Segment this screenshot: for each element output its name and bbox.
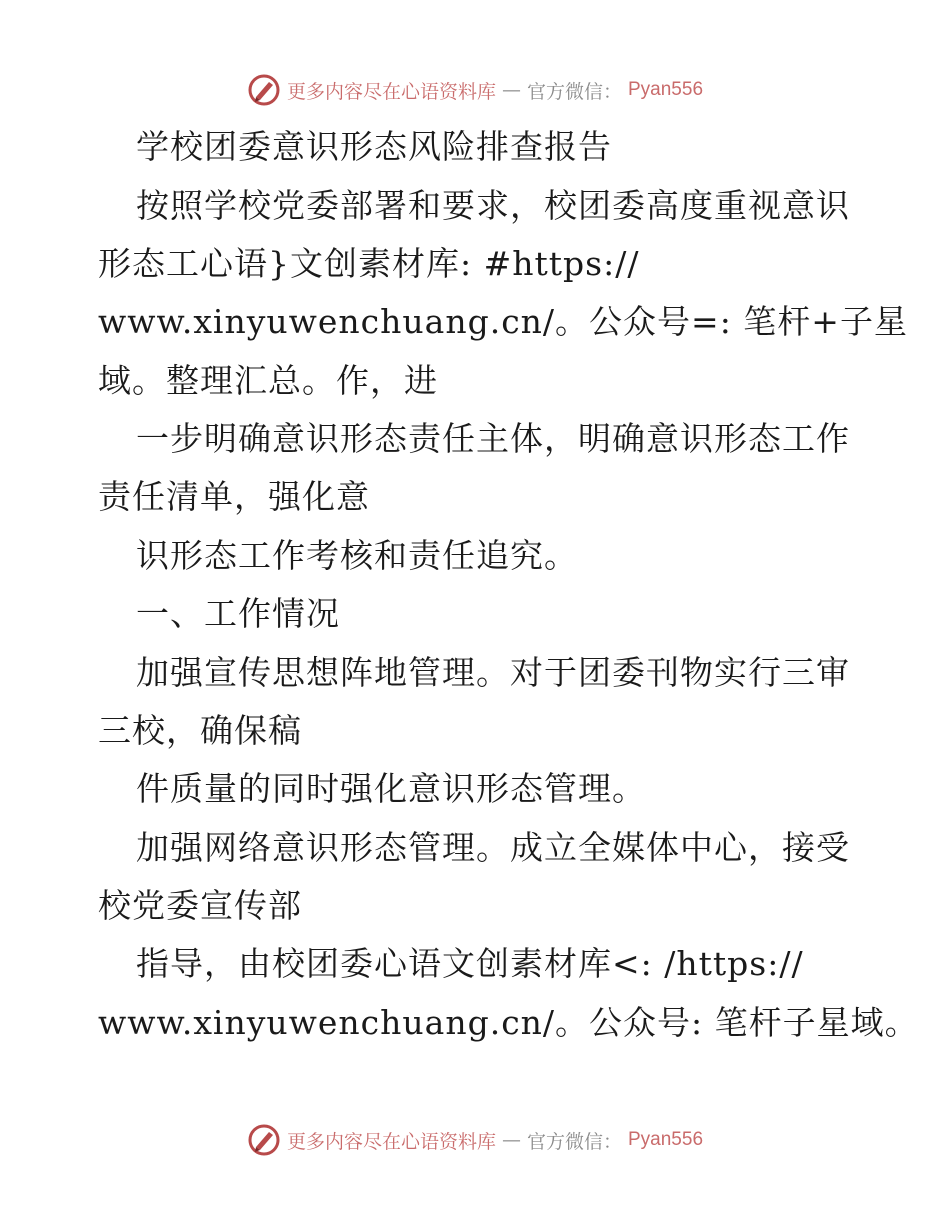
paragraph-line: 域。整理汇总。作，进 [98, 361, 438, 400]
pen-seal-icon [247, 1123, 281, 1157]
watermark-wechat-id: Pyan556 [628, 1129, 704, 1150]
paragraph-line: 校党委宣传部 [98, 886, 302, 925]
paragraph-line: 加强宣传思想阵地管理。对于团委刊物实行三审 [136, 653, 850, 692]
paragraph-line: www.xinyuwenchuang.cn/。公众号: 笔杆子星域。 [98, 1003, 919, 1042]
paragraph-line: 形态工心语}文创素材库: #https:// [98, 244, 640, 283]
watermark-separator: — [501, 1129, 521, 1151]
footer-watermark [0, 1120, 950, 1160]
section-heading: 一、工作情况 [136, 594, 340, 633]
watermark-wechat-label: 官方微信： [526, 80, 622, 103]
watermark-text: 更多内容尽在心语资料库 [286, 80, 496, 103]
paragraph-line: 指导，由校团委心语文创素材库<: /https:// [136, 944, 804, 983]
paragraph-line: 件质量的同时强化意识形态管理。 [136, 769, 646, 808]
paragraph-line: 识形态工作考核和责任追究。 [136, 536, 578, 575]
paragraph-line: 三校，确保稿 [98, 711, 302, 750]
paragraph-line: 责任清单，强化意 [98, 477, 370, 516]
watermark-wechat-id: Pyan556 [628, 79, 704, 100]
paragraph-line: 一步明确意识形态责任主体，明确意识形态工作 [136, 419, 850, 458]
document-title: 学校团委意识形态风险排查报告 [136, 127, 612, 166]
watermark-text: 更多内容尽在心语资料库 [286, 1130, 496, 1153]
paragraph-line: 按照学校党委部署和要求，校团委高度重视意识 [136, 186, 850, 225]
watermark-wechat-label: 官方微信： [526, 1130, 622, 1153]
paragraph-line: 加强网络意识形态管理。成立全媒体中心，接受 [136, 828, 850, 867]
paragraph-line: www.xinyuwenchuang.cn/。公众号=: 笔杆+子星 [98, 302, 908, 341]
watermark-separator: — [501, 79, 521, 101]
